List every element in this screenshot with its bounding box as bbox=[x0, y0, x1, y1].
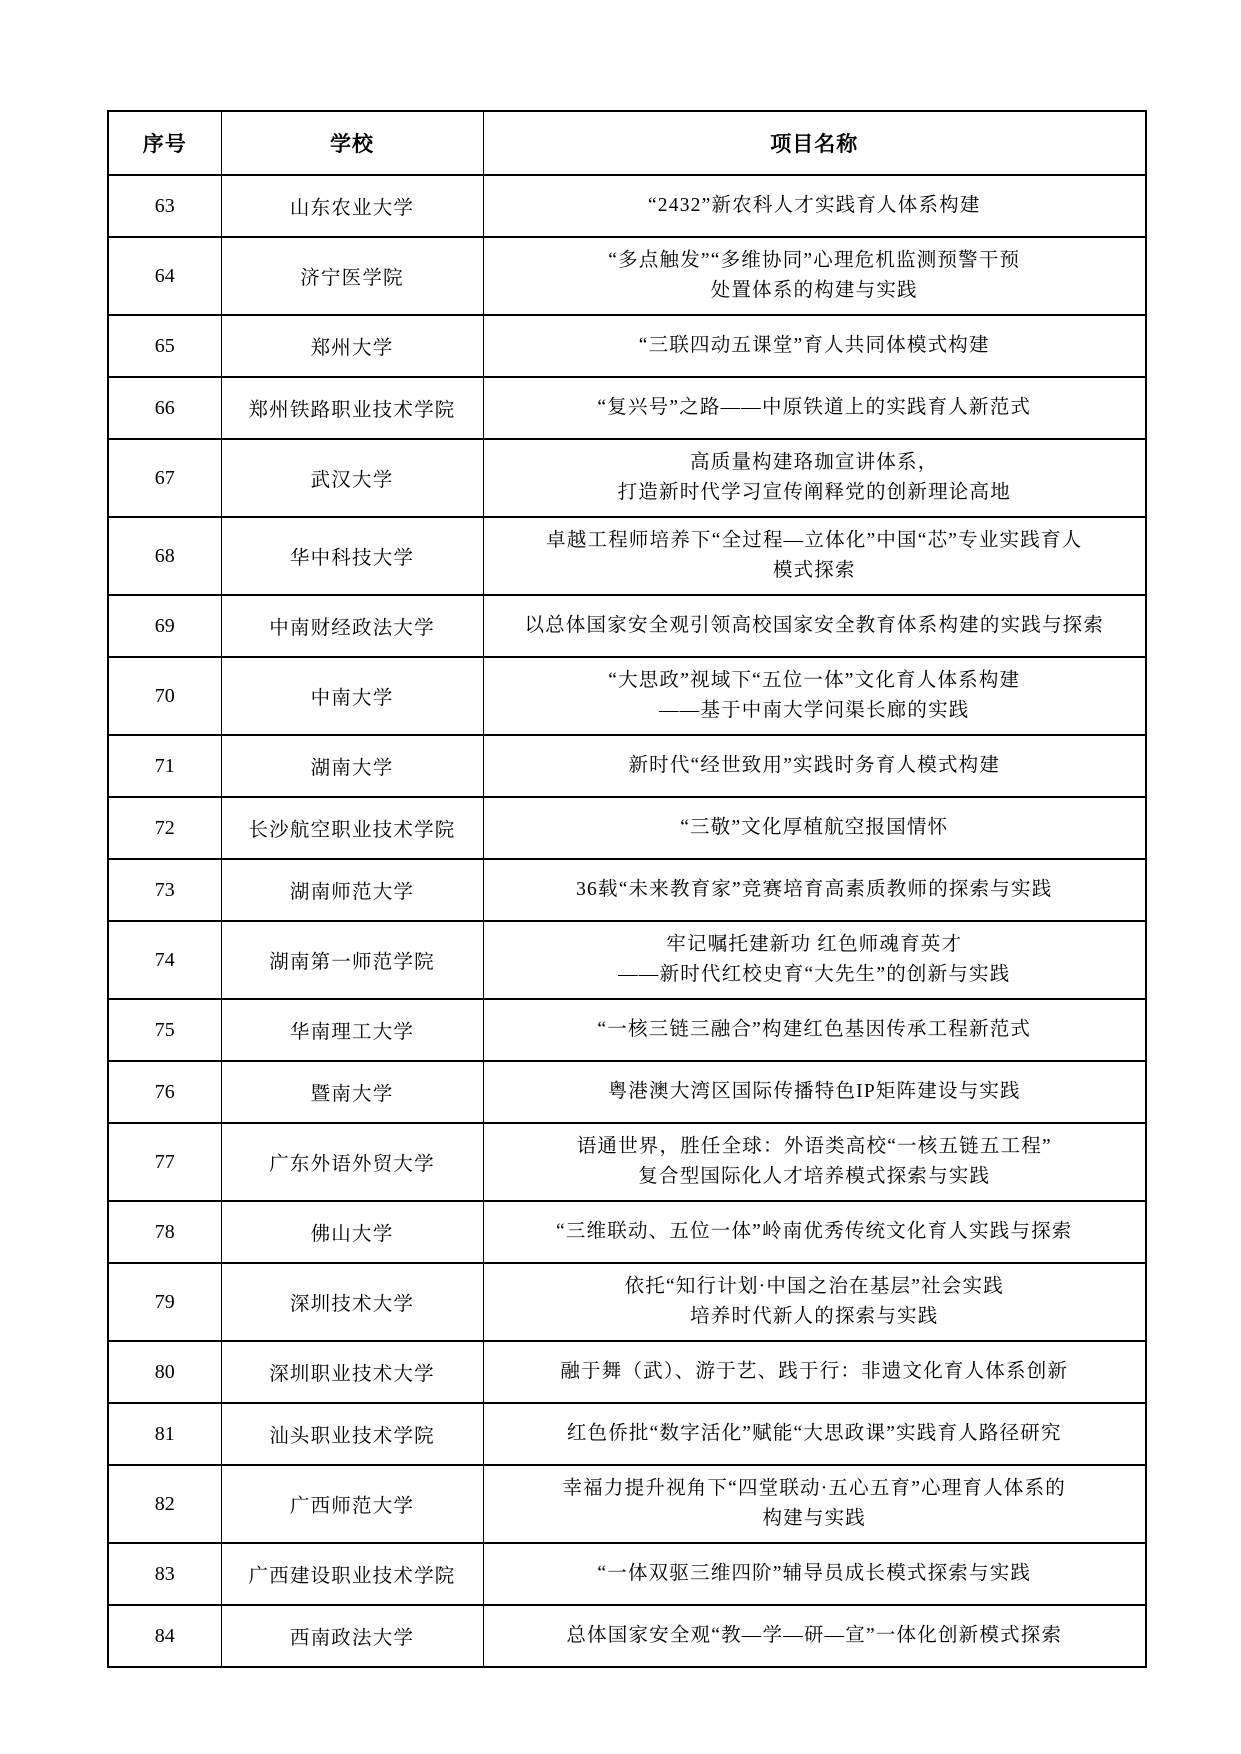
header-row bbox=[108, 111, 1146, 175]
school-cell: 华南理工大学 bbox=[221, 999, 483, 1061]
row-number-cell: 80 bbox=[108, 1341, 221, 1403]
row-number-cell: 73 bbox=[108, 859, 221, 921]
row-number-cell: 65 bbox=[108, 315, 221, 377]
column-header-school: 学校 bbox=[221, 111, 483, 175]
project-line: 总体国家安全观“教—学—研—宣”一体化创新模式探索 bbox=[566, 1625, 1063, 1646]
project-line: “大思政”视域下“五位一体”文化育人体系构建 bbox=[608, 670, 1021, 691]
school-cell: 西南政法大学 bbox=[221, 1605, 483, 1667]
table-row bbox=[108, 1341, 1146, 1403]
row-number-cell: 76 bbox=[108, 1061, 221, 1123]
table-row bbox=[108, 921, 1146, 999]
project-line: ——新时代红校史育“大先生”的创新与实践 bbox=[618, 964, 1011, 985]
project-line: “一体双驱三维四阶”辅导员成长模式探索与实践 bbox=[597, 1563, 1032, 1584]
row-number-cell: 63 bbox=[108, 175, 221, 237]
row-number-cell: 70 bbox=[108, 657, 221, 735]
table-row bbox=[108, 1123, 1146, 1201]
table-row bbox=[108, 517, 1146, 595]
table-row bbox=[108, 175, 1146, 237]
project-line: “三维联动、五位一体”岭南优秀传统文化育人实践与探索 bbox=[555, 1221, 1073, 1242]
table-row bbox=[108, 999, 1146, 1061]
project-cell bbox=[483, 1263, 1146, 1341]
school-cell: 广西建设职业技术学院 bbox=[221, 1543, 483, 1605]
project-cell bbox=[483, 859, 1146, 921]
school-cell: 郑州大学 bbox=[221, 315, 483, 377]
projects-table bbox=[107, 110, 1147, 1668]
project-line: 高质量构建珞珈宣讲体系， bbox=[690, 452, 939, 473]
row-number-cell: 82 bbox=[108, 1465, 221, 1543]
table-row bbox=[108, 1201, 1146, 1263]
project-line: “多点触发”“多维协同”心理危机监测预警干预 bbox=[608, 250, 1021, 271]
school-cell: 暨南大学 bbox=[221, 1061, 483, 1123]
table-body bbox=[108, 175, 1146, 1667]
project-line: 粤港澳大湾区国际传播特色IP矩阵建设与实践 bbox=[607, 1081, 1021, 1102]
row-number-cell: 78 bbox=[108, 1201, 221, 1263]
school-cell: 长沙航空职业技术学院 bbox=[221, 797, 483, 859]
row-number-cell: 81 bbox=[108, 1403, 221, 1465]
project-line: 处置体系的构建与实践 bbox=[710, 280, 918, 301]
project-cell bbox=[483, 1201, 1146, 1263]
project-line: 卓越工程师培养下“全过程—立体化”中国“芯”专业实践育人 bbox=[546, 530, 1083, 551]
table-row bbox=[108, 1263, 1146, 1341]
project-cell bbox=[483, 1605, 1146, 1667]
project-line: 幸福力提升视角下“四堂联动·五心五育”心理育人体系的 bbox=[562, 1478, 1066, 1499]
row-number-cell: 71 bbox=[108, 735, 221, 797]
project-cell bbox=[483, 517, 1146, 595]
table-row bbox=[108, 1605, 1146, 1667]
project-cell bbox=[483, 657, 1146, 735]
table-row bbox=[108, 735, 1146, 797]
table-header bbox=[108, 111, 1146, 175]
school-cell: 郑州铁路职业技术学院 bbox=[221, 377, 483, 439]
project-line: 依托“知行计划·中国之治在基层”社会实践 bbox=[624, 1276, 1004, 1297]
project-cell bbox=[483, 439, 1146, 517]
row-number-cell: 69 bbox=[108, 595, 221, 657]
table-row bbox=[108, 859, 1146, 921]
school-cell: 济宁医学院 bbox=[221, 237, 483, 315]
project-cell bbox=[483, 735, 1146, 797]
school-cell: 深圳技术大学 bbox=[221, 1263, 483, 1341]
project-line: 模式探索 bbox=[772, 560, 856, 581]
project-cell bbox=[483, 1543, 1146, 1605]
table-row bbox=[108, 1403, 1146, 1465]
project-line: 融于舞（武）、游于艺、践于行：非遗文化育人体系创新 bbox=[560, 1361, 1069, 1382]
table-row bbox=[108, 315, 1146, 377]
row-number-cell: 74 bbox=[108, 921, 221, 999]
project-line: ——基于中南大学问渠长廊的实践 bbox=[658, 700, 970, 721]
project-cell bbox=[483, 595, 1146, 657]
project-line: 培养时代新人的探索与实践 bbox=[690, 1306, 939, 1327]
project-cell bbox=[483, 1061, 1146, 1123]
school-cell: 山东农业大学 bbox=[221, 175, 483, 237]
row-number-cell: 77 bbox=[108, 1123, 221, 1201]
school-cell: 广西师范大学 bbox=[221, 1465, 483, 1543]
project-line: “三联四动五课堂”育人共同体模式构建 bbox=[638, 335, 990, 356]
table-row bbox=[108, 237, 1146, 315]
project-line: 打造新时代学习宣传阐释党的创新理论高地 bbox=[617, 482, 1011, 503]
row-number-cell: 64 bbox=[108, 237, 221, 315]
school-cell: 汕头职业技术学院 bbox=[221, 1403, 483, 1465]
project-line: “一核三链三融合”构建红色基因传承工程新范式 bbox=[597, 1019, 1032, 1040]
table-row bbox=[108, 1543, 1146, 1605]
project-line: “三敬”文化厚植航空报国情怀 bbox=[680, 817, 949, 838]
row-number-cell: 67 bbox=[108, 439, 221, 517]
table-row bbox=[108, 657, 1146, 735]
column-header-project: 项目名称 bbox=[483, 111, 1146, 175]
table-row bbox=[108, 1061, 1146, 1123]
row-number-cell: 84 bbox=[108, 1605, 221, 1667]
school-cell: 华中科技大学 bbox=[221, 517, 483, 595]
project-cell bbox=[483, 921, 1146, 999]
table-row bbox=[108, 439, 1146, 517]
project-line: 复合型国际化人才培养模式探索与实践 bbox=[638, 1166, 991, 1187]
row-number-cell: 72 bbox=[108, 797, 221, 859]
row-number-cell: 83 bbox=[108, 1543, 221, 1605]
school-cell: 广东外语外贸大学 bbox=[221, 1123, 483, 1201]
row-number-cell: 66 bbox=[108, 377, 221, 439]
table-row bbox=[108, 377, 1146, 439]
project-cell bbox=[483, 1403, 1146, 1465]
project-line: “2432”新农科人才实践育人体系构建 bbox=[647, 195, 981, 216]
project-cell bbox=[483, 237, 1146, 315]
project-line: 新时代“经世致用”实践时务育人模式构建 bbox=[628, 755, 1001, 776]
table-row bbox=[108, 797, 1146, 859]
project-line: 36载“未来教育家”竞赛培育高素质教师的探索与实践 bbox=[576, 879, 1053, 900]
project-cell bbox=[483, 797, 1146, 859]
project-line: “复兴号”之路——中原铁道上的实践育人新范式 bbox=[597, 397, 1032, 418]
table-row bbox=[108, 1465, 1146, 1543]
school-cell: 中南财经政法大学 bbox=[221, 595, 483, 657]
school-cell: 湖南大学 bbox=[221, 735, 483, 797]
project-cell bbox=[483, 1341, 1146, 1403]
school-cell: 武汉大学 bbox=[221, 439, 483, 517]
row-number-cell: 68 bbox=[108, 517, 221, 595]
column-header-index: 序号 bbox=[108, 111, 221, 175]
project-line: 以总体国家安全观引领高校国家安全教育体系构建的实践与探索 bbox=[524, 615, 1105, 636]
table-row bbox=[108, 595, 1146, 657]
project-cell bbox=[483, 175, 1146, 237]
project-line: 构建与实践 bbox=[762, 1508, 866, 1529]
school-cell: 湖南师范大学 bbox=[221, 859, 483, 921]
project-line: 语通世界，胜任全球：外语类高校“一核五链五工程” bbox=[576, 1136, 1052, 1157]
project-cell bbox=[483, 999, 1146, 1061]
row-number-cell: 75 bbox=[108, 999, 221, 1061]
school-cell: 深圳职业技术大学 bbox=[221, 1341, 483, 1403]
school-cell: 中南大学 bbox=[221, 657, 483, 735]
school-cell: 佛山大学 bbox=[221, 1201, 483, 1263]
project-line: 红色侨批“数字活化”赋能“大思政课”实践育人路径研究 bbox=[566, 1423, 1062, 1444]
school-cell: 湖南第一师范学院 bbox=[221, 921, 483, 999]
project-line: 牢记嘱托建新功 红色师魂育英才 bbox=[666, 934, 963, 955]
project-cell bbox=[483, 377, 1146, 439]
row-number-cell: 79 bbox=[108, 1263, 221, 1341]
project-cell bbox=[483, 1123, 1146, 1201]
project-cell bbox=[483, 315, 1146, 377]
project-cell bbox=[483, 1465, 1146, 1543]
